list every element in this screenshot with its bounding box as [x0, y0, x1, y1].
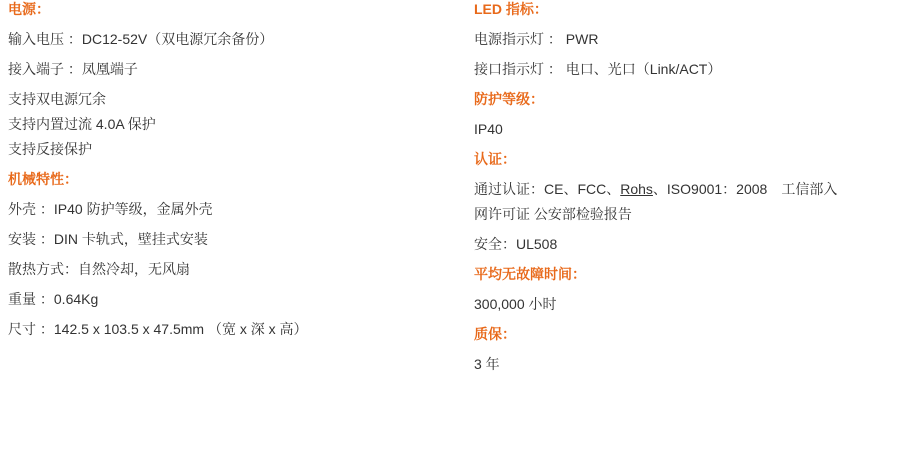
spec-line-ip-rating: IP40 [474, 121, 503, 137]
spec-line-dimensions: 尺寸 ：142.5 x 103.5 x 47.5mm （宽 x 深 x 高） [8, 321, 308, 337]
section-heading-power: 电源： [8, 1, 50, 17]
section-led [474, 0, 904, 78]
spec-line-installation: 安装 ：DIN 卡轨式，壁挂式安装 [8, 231, 208, 247]
section-protection-grade [474, 90, 904, 138]
section-mechanical [8, 170, 468, 338]
spec-line-power-led: 电源指示灯 ： PWR [474, 31, 599, 47]
section-mtbf [474, 265, 904, 313]
spec-line-redundancy: 支持双电源冗余 [8, 91, 106, 107]
spec-line-port-led: 接口指示灯 ： 电口、光口（Link/ACT） [474, 61, 722, 77]
section-heading-mtbf: 平均无故障时间： [474, 266, 586, 282]
section-heading-warranty: 质保： [474, 326, 516, 342]
section-heading-protection-grade: 防护等级： [474, 91, 544, 107]
spec-line-input-voltage: 输入电压 ：DC12-52V（双电源冗余备份） [8, 31, 274, 47]
certifications-text-part2: 、ISO9001：2008 工信部入 [652, 181, 838, 197]
section-heading-certification: 认证： [474, 151, 516, 167]
spec-line-reverse-protection: 支持反接保护 [8, 141, 92, 157]
spec-line-license: 网许可证 公安部检验报告 [474, 206, 632, 222]
section-certification [474, 150, 904, 253]
section-warranty [474, 325, 904, 373]
spec-line-overcurrent: 支持内置过流 4.0A 保护 [8, 116, 156, 132]
spec-line-enclosure: 外壳 ：IP40 防护等级，金属外壳 [8, 201, 213, 217]
spec-line-safety: 安全：UL508 [474, 236, 558, 252]
spec-line-cooling: 散热方式：自然冷却，无风扇 [8, 261, 190, 277]
spec-line-terminal: 接入端子 ：凤凰端子 [8, 61, 138, 77]
spec-line-weight: 重量 ：0.64Kg [8, 291, 99, 307]
section-heading-mechanical: 机械特性： [8, 171, 78, 187]
spec-line-warranty-value: 3 年 [474, 356, 500, 372]
right-spec-column [474, 0, 904, 373]
certifications-text-part1: 通过认证：CE、FCC、 [474, 181, 621, 197]
left-spec-column [8, 0, 468, 338]
section-heading-led: LED 指标： [474, 1, 548, 17]
section-power [8, 0, 468, 158]
certifications-rohs: Rohs [620, 181, 653, 197]
spec-line-mtbf-value: 300,000 小时 [474, 296, 557, 312]
spec-line-certifications [474, 180, 904, 198]
